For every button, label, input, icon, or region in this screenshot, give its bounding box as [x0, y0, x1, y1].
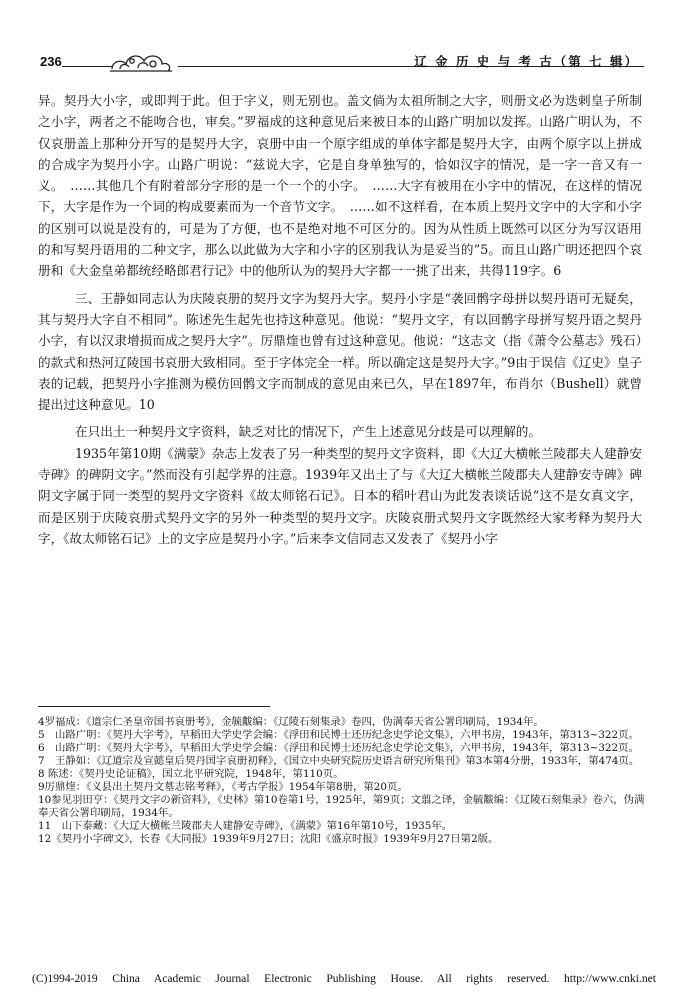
- paragraph: 异。契丹大小字，或即判于此。但于字义，则无别也。盖文倘为太祖所制之大字，则册文必为迭剌皇子所制之小字，两者之不能吻合也，审矣。”罗福成的这种意见后来被日本的山路广明加以发挥。山路广明认为，不仅哀册盖上那种分开写的是契丹大字，哀册中由一个原字组成的单体字都是契丹大字，由两个原字以上拼成的合成字为契丹小字。山路广明说：“兹说大字，它是自身单独写的，恰如汉字的情况，是一字一音又有一义。 ……其他几个有附着部分字形的是一个一个的小字。 ……大字有被用在小字中的情况，在这样的情况下，大字是作为一个词的构成要素而为一个音节文字。 ……如不这样看，在本质上契丹文字中的大字和小字的区别可以说是没有的，可是为了方便，也不是绝对地不可区分的。因为从性质上既然可以区分为写汉语用的和写契丹语用的二种文字，那么以此做为大字和小字的区别我认为是妥当的”5。而且山路广明还把四个哀册和《大金皇弟都统经略郎君行记》中的他所认为的契丹大字都一一挑了出来，共得119字。6: [38, 93, 642, 279]
- footnote: 12《契丹小字碑文》，长春《大同报》1939年9月27日；沈阳《盛京时报》1939年9月27日第2版。: [38, 833, 499, 845]
- footnote: 7 王静如：《辽道宗及宣懿皇后契丹国字哀册初释》，《国立中央研究院历史语言研究所集刊》第3本第4分册，1933年，第474页。: [38, 755, 640, 767]
- paragraph: 在只出土一种契丹文字资料，缺乏对比的情况下，产生上述意见分歧是可以理解的。: [75, 424, 541, 440]
- journal-title: 辽 金 历 史 与 考 古（第 七 辑）: [414, 54, 639, 69]
- page-number: 236: [40, 54, 62, 69]
- footnote: 6 山路广明：《契丹大字考》，早稻田大学史学会编：《浮田和民博士还历纪念史学论文集》，六甲书房，1943年，第313~322页。: [38, 742, 639, 754]
- copyright-notice: (C)1994-2019 China Academic Journal Electronic Publishing House. All rights reserved. http://www.cnki.net: [32, 972, 656, 985]
- footnote: 8 陈述：《契丹史论证稿》，国立北平研究院，1948年，第110页。: [38, 768, 344, 780]
- cloud-ornament-icon: [108, 49, 174, 77]
- footnotes: [38, 716, 648, 846]
- header-rule-left: [62, 66, 112, 67]
- footnote-divider: [38, 706, 270, 707]
- footnote: 9厉鼎煃：《义县出土契丹文墓志铭考释》，《考古学报》1954年第8册，第20页。: [38, 781, 408, 793]
- body-text: [38, 90, 642, 549]
- footnote: 10参见羽田亨：《契丹文字の新资料》，《史林》第10卷第1号，1925年，第9页；文翦之译，金毓黻编：《辽陵石刻集录》卷六，伪满奉天省公署印刷局，1934年。: [38, 794, 645, 819]
- paragraph: 三、王静如同志认为庆陵哀册的契丹文字为契丹大字。契丹小字是“袭回鹘字母拼以契丹语可无疑矣，其与契丹大字自不相同”。陈述先生起先也持这种意见。他说：“契丹文字，有以回鹘字母拼写契丹语之契丹小字，有以汉隶增损而成之契丹大字”。厉鼎煃也曾有过这种意见。他说：“这志文（指《萧令公墓志》残石）的款式和热河辽陵国书哀册大致相同。至于字体完全一样。所以确定这是契丹大字。”9由于误信《辽史》皇子表的记载，把契丹小字推测为模仿回鹘文字而制成的意见由来已久，早在1897年，布肖尔（Bushell）就曾提出过这种意见。10: [38, 290, 642, 413]
- paragraph: 1935年第10期《满蒙》杂志上发表了另一种类型的契丹文字资料，即《大辽大横帐兰陵郡夫人建静安寺碑》的碑阴文字。”然而没有引起学界的注意。1939年又出土了与《大辽大横帐兰陵郡夫人建静安寺碑》碑阴文字属于同一类型的契丹文字资料《故太师铭石记》。日本的稻叶君山为此发表谈话说“这不是女真文字，而是区别于庆陵哀册式契丹文字的另外一种类型的契丹文字。庆陵哀册式契丹文字既然经大家考释为契丹大字，《故太师铭石记》上的文字应是契丹小字。”后来李文信同志又发表了《契丹小字: [38, 445, 642, 546]
- footnote: 5 山路广明：《契丹大字考》，早稻田大学史学会编：《浮田和民博士还历纪念史学论文集》，六甲书房，1943年，第313~322页。: [38, 729, 639, 741]
- footnote: 11 山下泰藏：《大辽大横帐兰陵郡夫人建静安寺碑》，《满蒙》第16年第10号，1935年。: [38, 820, 453, 832]
- footnote: 4罗福成：《道宗仁圣皇帝国书哀册考》，金毓黻编：《辽陵石刻集录》卷四，伪满奉天省公署印刷局，1934年。: [38, 716, 544, 728]
